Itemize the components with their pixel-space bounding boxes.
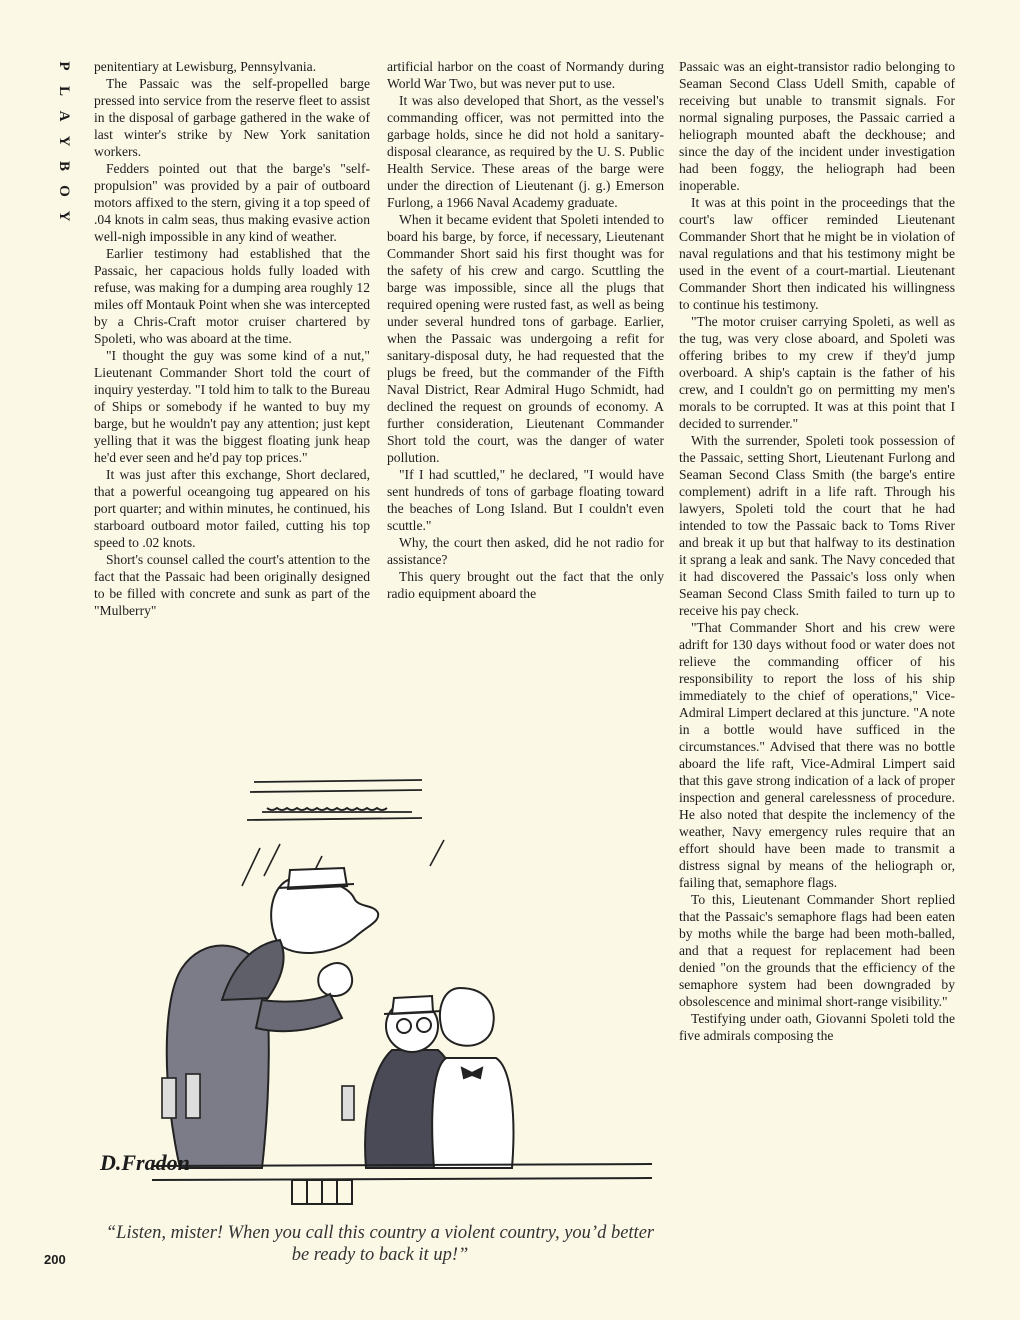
magazine-masthead — [44, 58, 84, 224]
masthead-letter: L — [56, 85, 72, 96]
cartoonist-signature: D.Fradon — [100, 1150, 190, 1175]
paragraph: To this, Lieutenant Commander Short replied that the Passaic's semaphore flags had been eaten by moths while the barge had been moth-balled, and that a request for replacement had been denied "on the grounds that the efficiency of the semaphore system had been downgraded by obsolescence and minimal short-range visibility." — [679, 892, 955, 1009]
masthead-letter: Y — [56, 135, 72, 147]
paragraph: Passaic was an eight-transistor radio belonging to Seaman Second Class Udell Smith, capable of receiving but unable to transmit signals. For normal signaling purposes, the Passaic carried a heliograph mounted abaft the deckhouse; and since the day of the incident under investigation had been foggy, the heliograph had been inoperable. — [679, 59, 955, 193]
bartender-figure — [432, 988, 513, 1168]
article-column-3 — [679, 58, 955, 1044]
cartoon-caption: “Listen, mister! When you call this country a violent country, you’d better be ready to back it up!” — [105, 1223, 655, 1265]
paragraph: Short's counsel called the court's attention to the fact that the Passaic had been originally designed to be filled with concrete and sunk as part of the "Mulberry" — [94, 552, 370, 618]
paragraph: Earlier testimony had established that the Passaic, her capacious holds fully loaded with refuse, was making for a dumping area roughly 12 miles off Montauk Point when she was intercepted by a Chris-Craft motor cruiser chartered by Spoleti, who was aboard at the time. — [94, 246, 370, 346]
paragraph: With the surrender, Spoleti took possession of the Passaic, setting Short, Lieutenant Furlong and Seaman Second Class Smith (the barge's entire complement) adrift in a life raft. Through his lawyers, Spoleti told the court that he had intended to tow the Passaic back to Toms River and break it up but that halfway to its destination it sprang a leak and sank. The Navy conceded that it had discovered the Passaic's loss only when Seaman Second Class Smith failed to turn up to receive his pay check. — [679, 433, 955, 618]
masthead-letter: B — [56, 160, 72, 171]
article-column-2 — [387, 58, 664, 602]
paragraph: When it became evident that Spoleti intended to board his barge, by force, if necessary, Lieutenant Commander Short said his first thought was for the safety of his crew and cargo. Scuttling the barge was impossible, since all the plugs that required opening were rusted fast, as well as being under several hundred tons of garbage. Earlier, when the Passaic was undergoing a refit for sanitary-disposal duty, he had requested that the plugs be freed, but the commander of the Fifth Naval District, Rear Admiral Hugo Schmidt, had declined the request on grounds of economy. A further consideration, Lieutenant Commander Short told the court, was the danger of water pollution. — [387, 212, 664, 465]
back-shelf — [247, 780, 422, 820]
paragraph: artificial harbor on the coast of Normandy during World War Two, but was never put to use. — [387, 59, 664, 91]
masthead-letter: A — [56, 110, 72, 122]
paragraph: "The motor cruiser carrying Spoleti, as well as the tug, was very close aboard, and Spoleti was offering bribes to my crew if they'd jump overboard. A ship's captain is the father of his crew, and I couldn't go on permitting my men's morals to be corrupted. It was at this point that I decided to surrender." — [679, 314, 955, 431]
paragraph: The Passaic was the self-propelled barge pressed into service from the reserve fleet to assist in the disposal of garbage gathered in the wake of last winter's strike by New York sanitation workers. — [94, 76, 370, 159]
masthead-letter: P — [56, 61, 72, 71]
paragraph: It was just after this exchange, Short declared, that a powerful oceangoing tug appeared on his port quarter; and within minutes, he continued, his starboard outboard motor failed, cutting his top speed to .02 knots. — [94, 467, 370, 550]
bar-counter — [152, 1164, 652, 1204]
large-man-figure — [167, 868, 378, 1168]
bar-scene-drawing — [92, 768, 660, 1208]
paragraph: "If I had scuttled," he declared, "I would have sent hundreds of tons of garbage floating toward the beaches of Long Island. But I couldn't even scuttle." — [387, 467, 664, 533]
masthead-letter: Y — [56, 210, 72, 222]
paragraph: "That Commander Short and his crew were adrift for 130 days without food or water does not relieve the commanding officer of his responsibility to report the loss of his ship immediately to the chief of operations," Vice-Admiral Limpert declared at this juncture. "A note in a bottle would have sufficed in the circumstances." Advised that there was no bottle aboard the life raft, Vice-Admiral Limpert said that this gave strong indication of a lack of proper inspection and general carelessness of procedure. He also noted that despite the inclemency of the weather, Navy emergency rules require that an effort should have been made to transmit a distress signal by means of the heliograph or, failing that, semaphore flags. — [679, 620, 955, 890]
paragraph: It was at this point in the proceedings that the court's law officer reminded Lieutenant Commander Short that he might be in violation of naval regulations and that his testimony might be used in the event of a court-martial. Lieutenant Commander Short then indicated his willingness to continue his testimony. — [679, 195, 955, 312]
paragraph: Testifying under oath, Giovanni Spoleti told the five admirals composing the — [679, 1011, 955, 1043]
article-column-1 — [94, 58, 370, 619]
page-number: 200 — [44, 1252, 66, 1267]
paragraph: "I thought the guy was some kind of a nut," Lieutenant Commander Short told the court of inquiry yesterday. "I told him to talk to the Bureau of Ships or somebody if he wanted to buy my barge, but he wouldn't pay any attention; just kept yelling that it was the biggest floating junk heap he'd ever seen and he'd pay top prices." — [94, 348, 370, 465]
cartoon-illustration — [92, 768, 660, 1208]
masthead-letter: O — [56, 185, 72, 197]
paragraph: This query brought out the fact that the only radio equipment aboard the — [387, 569, 664, 601]
paragraph: It was also developed that Short, as the vessel's commanding officer, was not permitted into the garbage holds, since he did not hold a sanitary-disposal clearance, as required by the U. S. Public Health Service. These areas of the barge were under the direction of Lieutenant (j. g.) Emerson Furlong, a 1966 Naval Academy graduate. — [387, 93, 664, 210]
paragraph: Why, the court then asked, did he not radio for assistance? — [387, 535, 664, 567]
paragraph: Fedders pointed out that the barge's "self-propulsion" was provided by a pair of outboard motors affixed to the stern, giving it a top speed of .04 knots in calm seas, thus making evasive action well-nigh impossible in any kind of weather. — [94, 161, 370, 244]
paragraph: penitentiary at Lewisburg, Pennsylvania. — [94, 59, 317, 74]
